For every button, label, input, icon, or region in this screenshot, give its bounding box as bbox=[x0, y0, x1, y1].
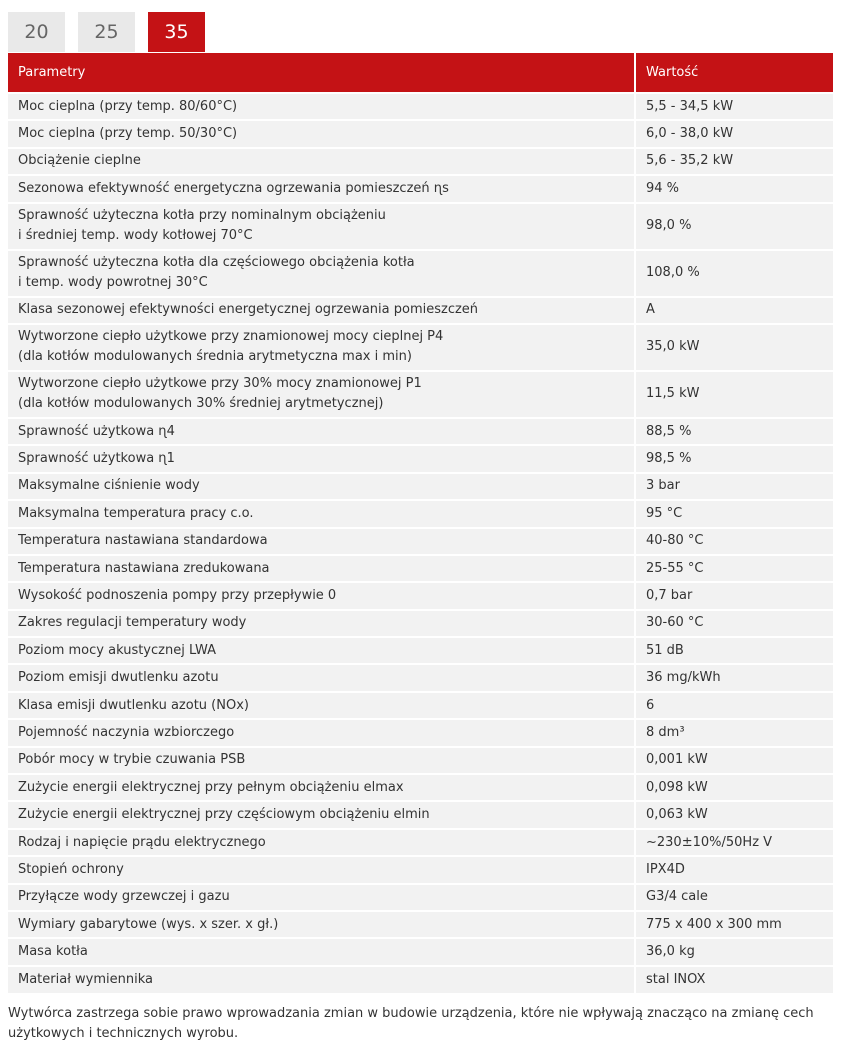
table-header-row bbox=[8, 53, 833, 93]
param-text: Poziom emisji dwutlenku azotu bbox=[18, 670, 219, 686]
tab-model-25[interactable]: 25 bbox=[78, 12, 135, 52]
param-cell bbox=[8, 938, 635, 965]
table-row bbox=[8, 610, 833, 637]
header-value: Wartość bbox=[635, 53, 833, 93]
param-cell bbox=[8, 747, 635, 774]
param-text: Moc cieplna (przy temp. 50/30°C) bbox=[18, 126, 238, 142]
table-row bbox=[8, 747, 833, 774]
value-cell: 8 dm³ bbox=[635, 719, 833, 746]
value-cell: 5,6 - 35,2 kW bbox=[635, 148, 833, 175]
param-text: Temperatura nastawiana zredukowana bbox=[18, 560, 270, 576]
param-text: Wytworzone ciepło użytkowe przy 30% mocy znamionowej P1 bbox=[18, 376, 422, 392]
table-row bbox=[8, 93, 833, 120]
table-row bbox=[8, 250, 833, 297]
param-cell bbox=[8, 120, 635, 147]
table-body bbox=[8, 93, 833, 993]
table-row bbox=[8, 719, 833, 746]
param-text: Przyłącze wody grzewczej i gazu bbox=[18, 889, 230, 905]
tab-model-20[interactable]: 20 bbox=[8, 12, 65, 52]
value-cell: 36 mg/kWh bbox=[635, 664, 833, 691]
table-row bbox=[8, 500, 833, 527]
value-cell: 0,063 kW bbox=[635, 801, 833, 828]
param-cell bbox=[8, 175, 635, 202]
table-row bbox=[8, 692, 833, 719]
value-cell: stal INOX bbox=[635, 966, 833, 993]
param-text: Klasa emisji dwutlenku azotu (NOx) bbox=[18, 697, 249, 713]
value-cell: 0,098 kW bbox=[635, 774, 833, 801]
param-text: Pojemność naczynia wzbiorczego bbox=[18, 724, 235, 740]
value-cell: 98,0 % bbox=[635, 203, 833, 250]
param-cell bbox=[8, 774, 635, 801]
param-text: Poziom mocy akustycznej LWA bbox=[18, 642, 217, 658]
table-row bbox=[8, 829, 833, 856]
value-cell: ~230±10%/50Hz V bbox=[635, 829, 833, 856]
table-row bbox=[8, 911, 833, 938]
param-cell bbox=[8, 371, 635, 418]
table-row bbox=[8, 582, 833, 609]
table-row bbox=[8, 555, 833, 582]
table-row bbox=[8, 966, 833, 993]
table-row bbox=[8, 473, 833, 500]
value-cell: 0,7 bar bbox=[635, 582, 833, 609]
param-text: Masa kotła bbox=[18, 944, 88, 960]
value-cell: G3/4 cale bbox=[635, 884, 833, 911]
value-cell: 40-80 °C bbox=[635, 528, 833, 555]
value-cell: 6 bbox=[635, 692, 833, 719]
table-row bbox=[8, 175, 833, 202]
param-cell bbox=[8, 445, 635, 472]
param-cell bbox=[8, 418, 635, 445]
value-cell: 30-60 °C bbox=[635, 610, 833, 637]
param-cell bbox=[8, 884, 635, 911]
model-tabs bbox=[8, 12, 218, 52]
table-row bbox=[8, 297, 833, 324]
param-text: Klasa sezonowej efektywności energetycznej ogrzewania pomieszczeń bbox=[18, 302, 479, 318]
param-cell bbox=[8, 692, 635, 719]
param-text: Sezonowa efektywność energetyczna ogrzewania pomieszczeń ɳs bbox=[18, 180, 449, 196]
param-text: Sprawność użytkowa ɳ4 bbox=[18, 423, 175, 439]
value-cell: 98,5 % bbox=[635, 445, 833, 472]
param-cell bbox=[8, 93, 635, 120]
param-cell bbox=[8, 637, 635, 664]
table-row bbox=[8, 203, 833, 250]
param-cell bbox=[8, 966, 635, 993]
param-cell bbox=[8, 911, 635, 938]
param-text: i średniej temp. wody kotłowej 70°C bbox=[18, 228, 253, 244]
table-row bbox=[8, 120, 833, 147]
table-row bbox=[8, 664, 833, 691]
param-cell bbox=[8, 324, 635, 371]
param-text: Zakres regulacji temperatury wody bbox=[18, 615, 247, 631]
param-text: Wymiary gabarytowe (wys. x szer. x gł.) bbox=[18, 916, 279, 932]
param-text: Stopień ochrony bbox=[18, 861, 124, 877]
param-text: Moc cieplna (przy temp. 80/60°C) bbox=[18, 98, 238, 114]
param-cell bbox=[8, 829, 635, 856]
param-cell bbox=[8, 148, 635, 175]
value-cell: 36,0 kg bbox=[635, 938, 833, 965]
table-row bbox=[8, 445, 833, 472]
value-cell: 51 dB bbox=[635, 637, 833, 664]
param-text: Sprawność użyteczna kotła przy nominalnym obciążeniu bbox=[18, 208, 386, 224]
param-cell bbox=[8, 555, 635, 582]
param-text: i temp. wody powrotnej 30°C bbox=[18, 275, 208, 291]
param-cell bbox=[8, 610, 635, 637]
table-row bbox=[8, 148, 833, 175]
param-text: Maksymalne ciśnienie wody bbox=[18, 478, 200, 494]
value-cell: 5,5 - 34,5 kW bbox=[635, 93, 833, 120]
value-cell: 35,0 kW bbox=[635, 324, 833, 371]
param-text: Temperatura nastawiana standardowa bbox=[18, 533, 268, 549]
table-row bbox=[8, 637, 833, 664]
table-row bbox=[8, 774, 833, 801]
param-text: (dla kotłów modulowanych 30% średniej arytmetycznej) bbox=[18, 396, 384, 412]
table-row bbox=[8, 884, 833, 911]
param-text: Sprawność użytkowa ɳ1 bbox=[18, 451, 175, 467]
value-cell: IPX4D bbox=[635, 856, 833, 883]
table-row bbox=[8, 801, 833, 828]
param-text: Rodzaj i napięcie prądu elektrycznego bbox=[18, 834, 266, 850]
param-cell bbox=[8, 856, 635, 883]
table-row bbox=[8, 856, 833, 883]
param-cell bbox=[8, 203, 635, 250]
table-row bbox=[8, 528, 833, 555]
param-cell bbox=[8, 664, 635, 691]
value-cell: 108,0 % bbox=[635, 250, 833, 297]
param-cell bbox=[8, 297, 635, 324]
value-cell: A bbox=[635, 297, 833, 324]
param-cell bbox=[8, 473, 635, 500]
value-cell: 95 °C bbox=[635, 500, 833, 527]
table-row bbox=[8, 938, 833, 965]
table-row bbox=[8, 324, 833, 371]
param-cell bbox=[8, 250, 635, 297]
param-text: Pobór mocy w trybie czuwania PSB bbox=[18, 752, 246, 768]
specs-table bbox=[8, 53, 833, 993]
value-cell: 11,5 kW bbox=[635, 371, 833, 418]
value-cell: 0,001 kW bbox=[635, 747, 833, 774]
param-text: Wytworzone ciepło użytkowe przy znamionowej mocy cieplnej P4 bbox=[18, 329, 444, 345]
param-text: Zużycie energii elektrycznej przy częściowym obciążeniu elmin bbox=[18, 807, 430, 823]
param-text: (dla kotłów modulowanych średnia arytmetyczna max i min) bbox=[18, 349, 412, 365]
value-cell: 3 bar bbox=[635, 473, 833, 500]
value-cell: 88,5 % bbox=[635, 418, 833, 445]
param-cell bbox=[8, 500, 635, 527]
param-cell bbox=[8, 528, 635, 555]
param-text: Maksymalna temperatura pracy c.o. bbox=[18, 505, 254, 521]
table-row bbox=[8, 418, 833, 445]
param-text: Materiał wymiennika bbox=[18, 971, 153, 987]
tab-model-35[interactable]: 35 bbox=[148, 12, 205, 52]
param-text: Sprawność użyteczna kotła dla częściowego obciążenia kotła bbox=[18, 255, 415, 271]
value-cell: 94 % bbox=[635, 175, 833, 202]
param-cell bbox=[8, 801, 635, 828]
header-parameters: Parametry bbox=[8, 53, 635, 93]
table-row bbox=[8, 371, 833, 418]
param-text: Wysokość podnoszenia pompy przy przepływie 0 bbox=[18, 587, 337, 603]
param-text: Zużycie energii elektrycznej przy pełnym obciążeniu elmax bbox=[18, 779, 404, 795]
footnote: Wytwórca zastrzega sobie prawo wprowadzania zmian w budowie urządzenia, które nie wpływają znacząco na zmianę cech użytkowych i technicznych wyrobu. bbox=[8, 1006, 814, 1041]
param-cell bbox=[8, 719, 635, 746]
value-cell: 25-55 °C bbox=[635, 555, 833, 582]
value-cell: 6,0 - 38,0 kW bbox=[635, 120, 833, 147]
param-cell bbox=[8, 582, 635, 609]
param-text: Obciążenie cieplne bbox=[18, 153, 141, 169]
value-cell: 775 x 400 x 300 mm bbox=[635, 911, 833, 938]
